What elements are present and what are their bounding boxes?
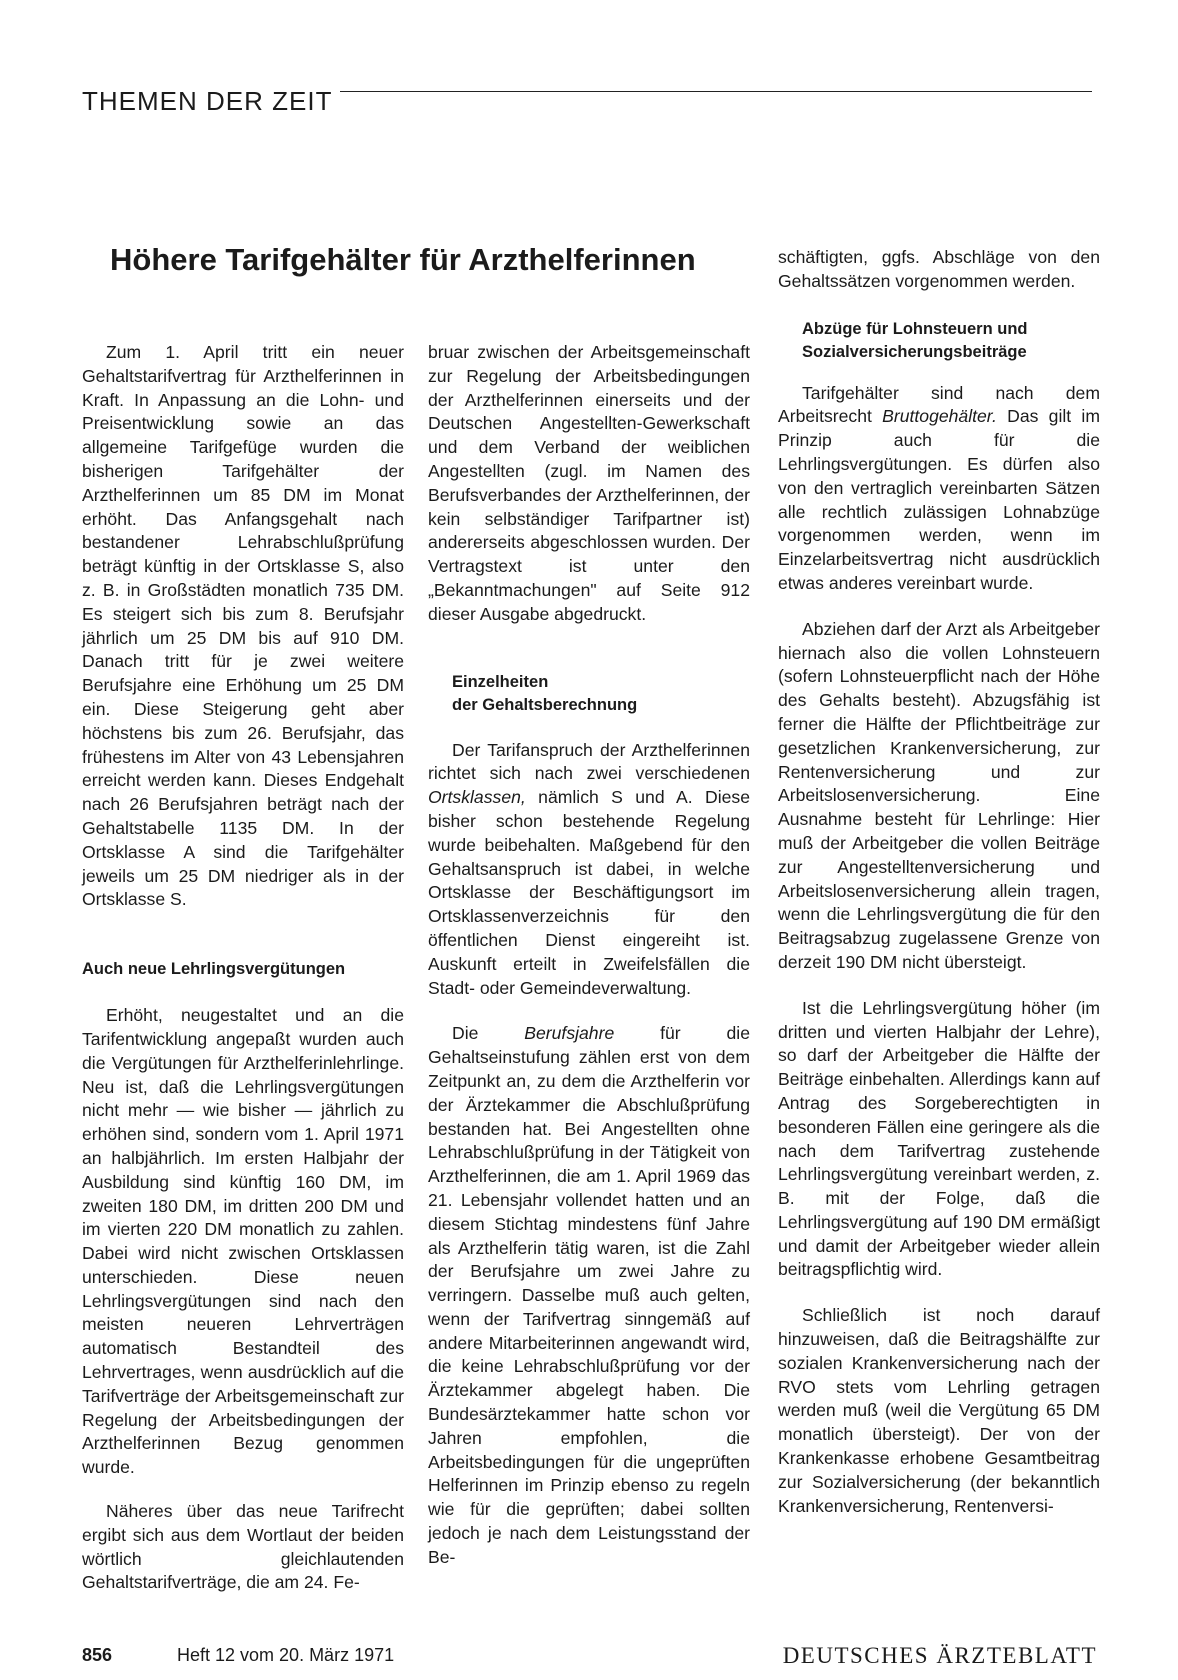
subheading: Auch neue Lehrlingsvergütungen [82, 960, 346, 979]
subheading-line: Abzüge für Lohnsteuern und [802, 319, 1028, 338]
article-title: Höhere Tarifgehälter für Arzthelferinnen [110, 242, 696, 277]
subheading-line: Sozialversicherungsbeiträge [802, 342, 1027, 361]
text-run: Die [452, 1023, 525, 1044]
page-footer [82, 1645, 1097, 1671]
emphasis: Ortsklassen, [428, 787, 526, 808]
paragraph: Ist die Lehrlingsvergütung höher (im dritten und vierten Halbjahr der Lehre), so darf der Arbeitgeber die Hälfte der Beiträge einbehalten. Allerdings kann auf Antrag des Sorgeberechtigten in besonderen Fällen eine geringere als die nach dem Tarifvertrag zustehende Lehrlingsvergütung vereinbart werden, z. B. mit der Folge, daß die Lehrlingsvergütung auf 190 DM ermäßigt und damit der Arbeitgeber wieder allein beitragspflichtig wird. [778, 997, 1100, 1280]
subheading [778, 318, 1100, 364]
paragraph [428, 1022, 750, 1569]
paragraph: Zum 1. April tritt ein neuer Gehaltstarifvertrag für Arzthelferinnen in Kraft. In Anpassung an die Lohn- und Preisentwicklung sowie an das allgemeine Tarifgefüge wurden die bisherigen Tarifgehälter der Arzthelferinnen um 85 DM im Monat erhöht. Das Anfangsgehalt nach bestandener Lehrabschlußprüfung beträgt künftig in der Ortsklasse S, also z. B. in Großstädten monatlich 735 DM. Es steigert sich bis zum 8. Berufsjahr jährlich um 25 DM bis auf 910 DM. Danach tritt für je zwei weitere Berufsjahre eine Erhöhung um 25 DM ein. Diese Steigerung geht aber höchstens bis zum 26. Berufsjahr, das frühestens im Alter von 43 Lebensjahren erreicht werden kann. Dieses Endgehalt nach 26 Berufsjahren beträgt nach der Gehaltstabelle 1135 DM. In der Ortsklasse A sind die Tarifgehälter jeweils um 25 DM niedriger als in der Ortsklasse S. [82, 342, 404, 910]
page-number: 856 [82, 1645, 113, 1665]
paragraph: bruar zwischen der Arbeitsgemeinschaft zur Regelung der Arbeitsbedingungen der Arzthelferinnen einerseits und der Deutschen Angestellten-Gewerkschaft und dem Verband der weiblichen Angestellten (zugl. im Namen des Berufsverbandes der Arzthelferinnen, der kein selbständiger Tarifpartner ist) andererseits abgeschlossen wurden. Der Vertragstext ist unter den „Bekanntmachungen" auf Seite 912 dieser Ausgabe abgedruckt. [428, 342, 750, 624]
paragraph: Schließlich ist noch darauf hinzuweisen, daß die Beitragshälfte zur sozialen Krankenversicherung nach der RVO stets vom Lehrling getragen werden muß (weil die Vergütung 65 DM monatlich übersteigt). Der von der Krankenkasse erhobene Gesamtbeitrag zur Sozialversicherung (der bekanntlich Krankenversicherung, Rentenversi- [778, 1305, 1100, 1516]
column-2 [428, 341, 750, 1570]
paragraph: Abziehen darf der Arzt als Arbeitgeber hiernach also die vollen Lohnsteuern (sofern Lohnsteuerpflicht nach der Höhe des Gehalts besteht). Abzugsfähig ist ferner die Hälfte der Pflichtbeiträge zur gesetzlichen Krankenversicherung, zur Rentenversicherung und zur Arbeitslosenversicherung. Eine Ausnahme besteht für Lehrlinge: Hier muß der Arbeitgeber die vollen Beiträge zur Angestelltenversicherung und Arbeitslosenversicherung allein tragen, wenn die Lehrlingsvergütung die für den Beitragsabzug zugelassene Grenze von derzeit 190 DM nicht übersteigt. [778, 618, 1100, 972]
subheading [428, 671, 750, 717]
paragraph [428, 739, 750, 1001]
column-1 [82, 341, 404, 1595]
journal-name: DEUTSCHES ÄRZTEBLATT [782, 1643, 1097, 1668]
paragraph: schäftigten, ggfs. Abschläge von den Gehaltssätzen vorgenommen werden. [778, 247, 1100, 291]
subheading-line: Einzelheiten [452, 672, 549, 691]
issue-info: Heft 12 vom 20. März 1971 [177, 1645, 395, 1665]
emphasis: Bruttogehälter. [882, 406, 997, 427]
text-run: Tarifgehälter sind nach dem Arbeitsrecht [778, 382, 1100, 427]
text-run: Der Tarifanspruch der Arzthelferinnen richtet sich nach zwei verschiedenen [428, 739, 750, 784]
text-run: nämlich S und A. Diese bisher schon bestehende Regelung wurde beibehalten. Maßgebend für den Gehaltsanspruch ist dabei, in welche Ortsklasse der Beschäftigungsort im Ortsklassenverzeichnis für den öffentlichen Dienst eingereiht ist. Auskunft erteilt in Zweifelsfällen die Stadt- oder Gemeindeverwaltung. [428, 787, 750, 998]
paragraph [778, 382, 1100, 596]
header-rule [340, 91, 1092, 92]
paragraph: Näheres über das neue Tarifrecht ergibt sich aus dem Wortlaut der beiden wörtlich gleichlautenden Gehaltstarifverträge, die am 24. Fe- [82, 1501, 404, 1593]
section-label: THEMEN DER ZEIT [82, 86, 333, 116]
column-3 [778, 246, 1100, 1518]
emphasis: Berufsjahre [524, 1023, 615, 1044]
text-run: Das gilt im Prinzip auch für die Lehrlingsvergütungen. Es dürfen also von den vertraglich vereinbarten Sätzen alle rechtlich zulässigen Lohnabzüge vorgenommen werden, wenn im Einzelarbeitsvertrag nicht ausdrücklich etwas anderes vereinbart wurde. [778, 406, 1100, 593]
paragraph: Erhöht, neugestaltet und an die Tarifentwicklung angepaßt wurden auch die Vergütungen für Arzthelferinlehrlinge. Neu ist, daß die Lehrlingsvergütungen nicht mehr — wie bisher — jährlich zu erhöhen sind, sondern vom 1. April 1971 an halbjährlich. Im ersten Halbjahr der Ausbildung sind künftig 160 DM, im zweiten 180 DM, im dritten 200 DM und im vierten 220 DM monatlich zu zahlen. Dabei wird nicht zwischen Ortsklassen unterschieden. Diese neuen Lehrlingsvergütungen sind nach den meisten neueren Lehrverträgen automatisch Bestandteil des Lehrvertrages, wenn ausdrücklich auf die Tarifverträge der Arbeitsgemeinschaft zur Regelung der Arbeitsbedingungen der Arzthelferinnen Bezug genommen wurde. [82, 1005, 404, 1478]
text-run: für die Gehaltseinstufung zählen erst von dem Zeitpunkt an, zu dem die Arzthelferin vor der Ärztekammer die Abschlußprüfung bestanden hat. Bei Angestellten ohne Lehrabschlußprüfung in der Tätigkeit von Arzthelferinnen, die am 1. April 1969 das 21. Lebensjahr vollendet hatten und an diesem Stichtag mindestens fünf Jahre als Arzthelferin tätig waren, ist die Zahl der Berufsjahre um zwei Jahre zu verringern. Dasselbe muß auch gelten, wenn der Tarifvertrag sinngemäß auf andere Mitarbeiterinnen angewandt wird, die keine Lehrabschlußprüfung vor der Ärztekammer abgelegt haben. Die Bundesärztekammer hatte schon vor Jahren empfohlen, die Arbeitsbedingungen für die ungeprüften Helferinnen im Prinzip ebenso zu regeln wie für die geprüften; dabei sollten jedoch je nach dem Leistungsstand der Be- [428, 1023, 750, 1567]
subheading-line: der Gehaltsberechnung [452, 695, 638, 714]
section-header [82, 84, 1092, 114]
